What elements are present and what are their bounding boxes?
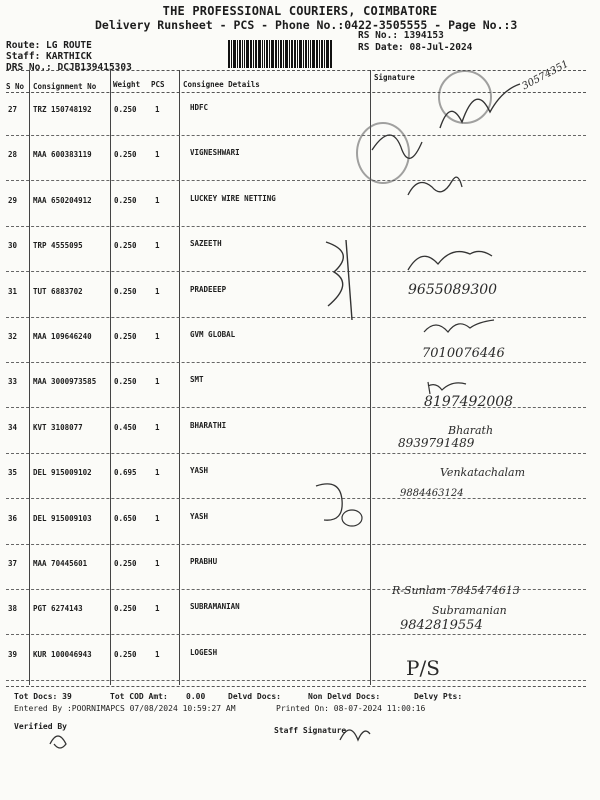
row-weight: 0.250 (114, 287, 137, 296)
row-sno: 30 (8, 241, 18, 250)
row-consignment: KVT 3108077 (33, 423, 83, 432)
handwritten-initials: P/S (406, 656, 440, 680)
row-consignee: PRABHU (190, 557, 218, 566)
row-pcs: 1 (155, 241, 160, 250)
row-sno: 32 (8, 332, 18, 341)
row-pcs: 1 (155, 105, 160, 114)
row-pcs: 1 (155, 650, 160, 659)
runsheet-subtitle: Delivery Runsheet - PCS - Phone No.:0422-3505555 - Page No.:3 (95, 18, 518, 32)
company-title: THE PROFESSIONAL COURIERS, COIMBATORE (162, 4, 438, 18)
row-weight: 0.450 (114, 423, 137, 432)
row-sno: 29 (8, 196, 18, 205)
entered-by: Entered By :POORNIMAPCS 07/08/2024 10:59:27 AM (14, 704, 236, 713)
row-consignee: YASH (190, 512, 209, 521)
col-signature: Signature (374, 73, 415, 82)
printed-on: Printed On: 08-07-2024 11:00:16 (276, 704, 426, 713)
row-consignee: SAZEETH (190, 239, 222, 248)
row-consignment: TUT 6883702 (33, 287, 83, 296)
row-consignee: SUBRAMANIAN (190, 602, 240, 611)
rs-number: RS No.: 1394153 (358, 30, 444, 41)
delivered-docs: Delvd Docs: (228, 692, 281, 701)
row-consignment: PGT 6274143 (33, 604, 83, 613)
row-consignment: MAA 650204912 (33, 196, 92, 205)
row-sno: 34 (8, 423, 18, 432)
col-weight: Weight (113, 80, 141, 89)
row-pcs: 1 (155, 514, 160, 523)
row-sno: 27 (8, 105, 18, 114)
row-pcs: 1 (155, 196, 160, 205)
row-weight: 0.250 (114, 604, 137, 613)
row-sno: 37 (8, 559, 18, 568)
row-weight: 0.250 (114, 559, 137, 568)
row-consignee: HDFC (190, 103, 209, 112)
row-pcs: 1 (155, 332, 160, 341)
verified-by: Verified By (14, 722, 67, 731)
drs-number: DRS No.: DCJB139415303 (6, 62, 132, 73)
handwritten-phone: 9884463124 (400, 488, 464, 499)
non-delivered-docs: Non Delvd Docs: (308, 692, 381, 701)
row-consignee: LUCKEY WIRE NETTING (190, 194, 276, 203)
row-weight: 0.250 (114, 332, 137, 341)
staff-label: Staff: KARTHICK (6, 51, 92, 62)
row-pcs: 1 (155, 468, 160, 477)
row-consignment: MAA 600383119 (33, 150, 92, 159)
row-consignee: LOGESH (190, 648, 218, 657)
row-weight: 0.250 (114, 196, 137, 205)
row-pcs: 1 (155, 150, 160, 159)
row-sno: 38 (8, 604, 18, 613)
row-pcs: 1 (155, 377, 160, 386)
row-consignment: TRZ 150748192 (33, 105, 92, 114)
total-docs: Tot Docs: 39 (14, 692, 72, 701)
row-weight: 0.250 (114, 650, 137, 659)
row-consignment: DEL 915009102 (33, 468, 92, 477)
row-pcs: 1 (155, 604, 160, 613)
row-consignee: YASH (190, 466, 209, 475)
row-consignment: TRP 4555095 (33, 241, 83, 250)
row-sno: 39 (8, 650, 18, 659)
row-weight: 0.650 (114, 514, 137, 523)
handwritten-name: Bharath (448, 424, 494, 437)
row-weight: 0.250 (114, 377, 137, 386)
row-consignee: BHARATHI (190, 421, 227, 430)
row-consignee: VIGNESHWARI (190, 148, 240, 157)
handwritten-name: R-Sunlam 7845474613 (392, 584, 520, 597)
row-pcs: 1 (155, 559, 160, 568)
row-pcs: 1 (155, 423, 160, 432)
row-consignment: KUR 100046943 (33, 650, 92, 659)
row-sno: 36 (8, 514, 18, 523)
col-consignment: Consignment No (33, 82, 97, 91)
col-sno: S No (6, 82, 25, 91)
row-sno: 31 (8, 287, 18, 296)
handwritten-phone: 7010076446 (422, 346, 505, 361)
handwritten-phone: 8939791489 (398, 436, 475, 450)
row-consignment: DEL 915009103 (33, 514, 92, 523)
handwritten-name: Subramanian (432, 604, 507, 617)
total-cod-label: Tot COD Amt: (110, 692, 168, 701)
handwritten-phone: 8197492008 (424, 394, 514, 410)
route-label: Route: LG ROUTE (6, 40, 92, 51)
row-consignee: SMT (190, 375, 204, 384)
rs-date: RS Date: 08-Jul-2024 (358, 42, 473, 53)
col-pcs: PCS (151, 80, 165, 89)
row-consignment: MAA 109646240 (33, 332, 92, 341)
footer-rule (6, 686, 586, 687)
total-cod-value: 0.00 (186, 692, 206, 701)
delivery-points: Delvy Pts: (414, 692, 463, 701)
row-sno: 33 (8, 377, 18, 386)
row-pcs: 1 (155, 287, 160, 296)
row-weight: 0.250 (114, 241, 137, 250)
row-consignee: PRADEEEP (190, 285, 227, 294)
handwritten-phone: 9842819554 (400, 618, 483, 633)
row-consignment: MAA 70445601 (33, 559, 88, 568)
row-weight: 0.250 (114, 105, 137, 114)
row-consignment: MAA 3000973585 (33, 377, 97, 386)
row-consignee: GVM GLOBAL (190, 330, 236, 339)
row-weight: 0.250 (114, 150, 137, 159)
col-consignee: Consignee Details (183, 80, 260, 89)
handwritten-note: 30574351 (520, 58, 571, 93)
handwritten-phone: 9655089300 (408, 282, 498, 298)
staff-signature: Staff Signature (274, 726, 347, 735)
row-sno: 28 (8, 150, 18, 159)
row-sno: 35 (8, 468, 18, 477)
row-weight: 0.695 (114, 468, 137, 477)
handwritten-name: Venkatachalam (440, 466, 526, 479)
